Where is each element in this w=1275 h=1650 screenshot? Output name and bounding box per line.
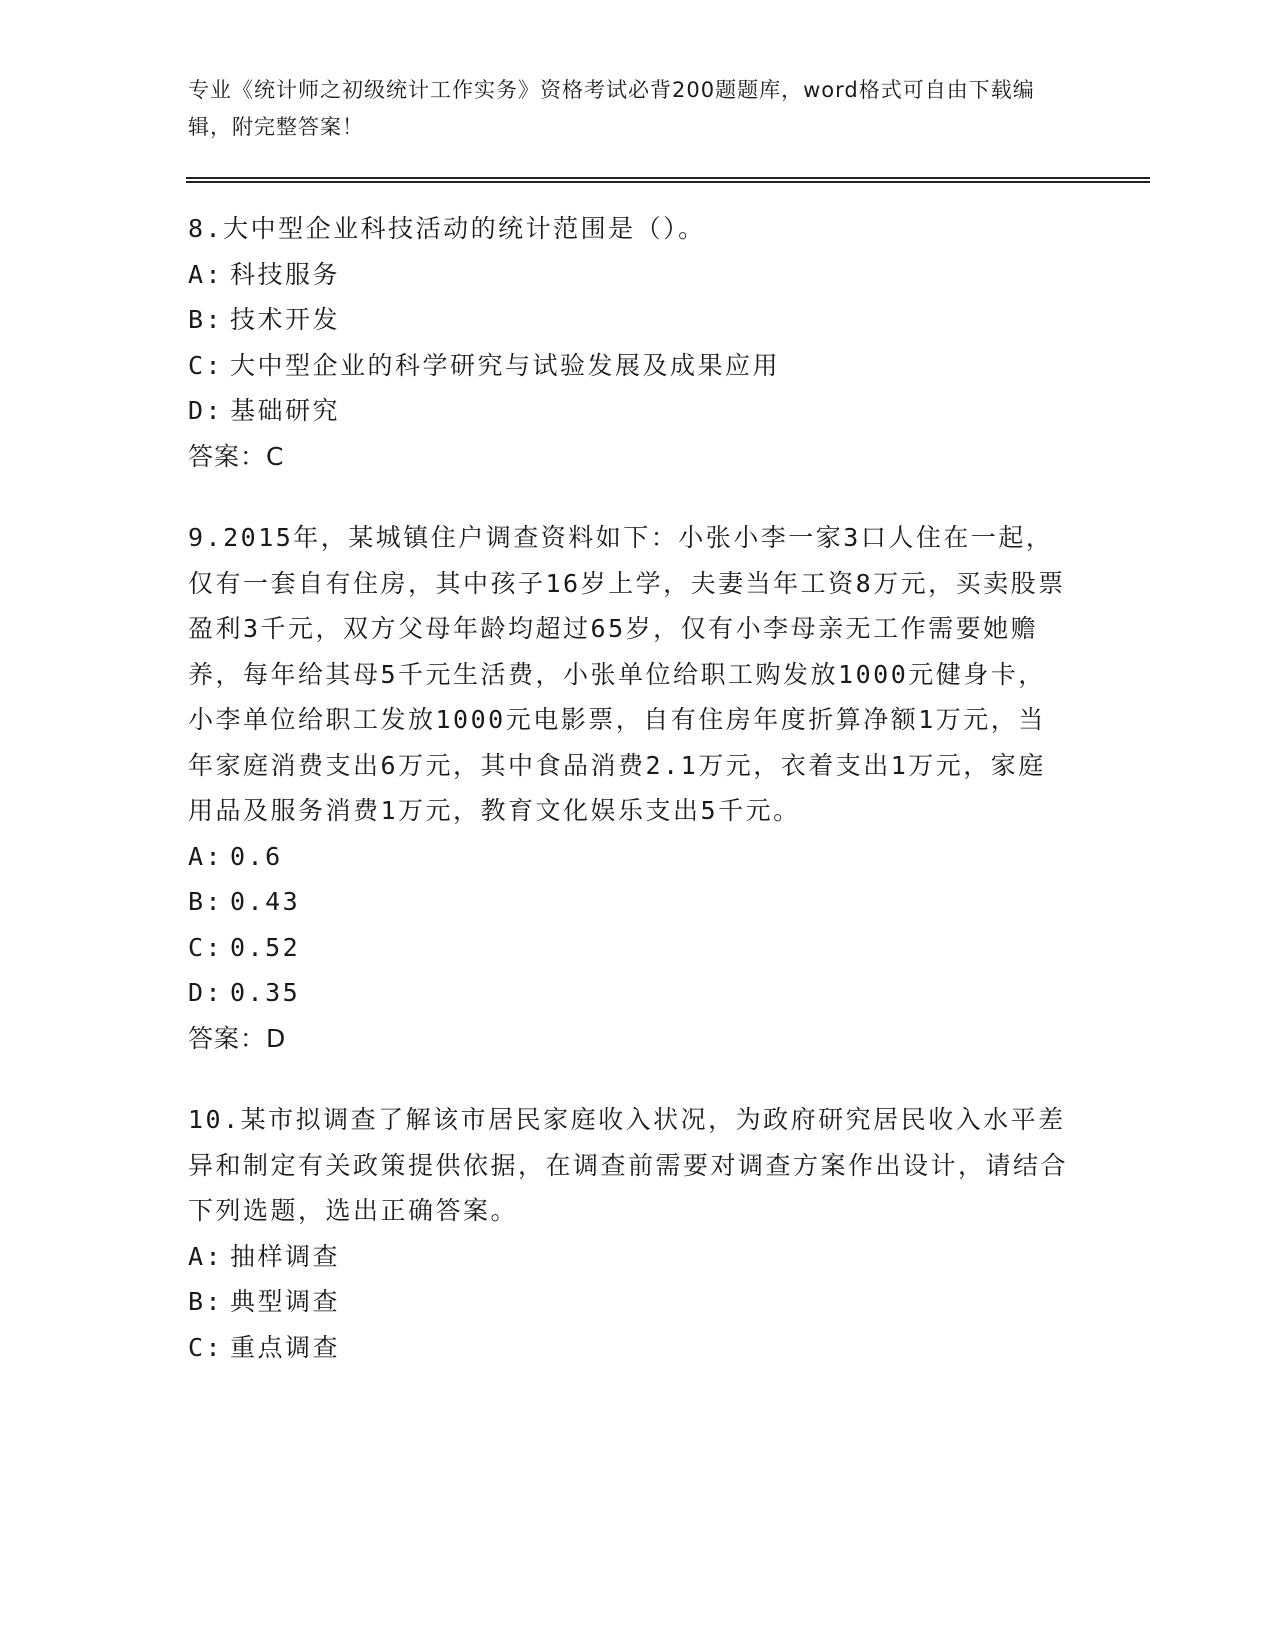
answer-line: 答案：C bbox=[188, 441, 285, 471]
question-item bbox=[188, 206, 1068, 479]
answer-line: 答案：D bbox=[188, 1023, 287, 1053]
option-text: 大中型企业的科学研究与试验发展及成果应用 bbox=[230, 350, 781, 380]
question-item bbox=[188, 1097, 1068, 1370]
option-label: C: bbox=[188, 932, 224, 962]
option-text: 抽样调查 bbox=[230, 1241, 341, 1271]
header-divider bbox=[186, 177, 1150, 183]
option-b bbox=[188, 879, 1068, 925]
question-list bbox=[188, 206, 1068, 1406]
question-text: 9.2015年，某城镇住户调查资料如下：小张小李一家3口人住在一起，仅有一套自有住房，其中孩子16岁上学，夫妻当年工资8万元，买卖股票盈利3千元，双方父母年龄均超过65岁，仅有小李母亲无工作需要她赡养，每年给其母5千元生活费，小张单位给职工购发放1000元健身卡，小李单位给职工发放1000元电影票，自有住房年度折算净额1万元，当年家庭消费支出6万元，其中食品消费2.1万元，衣着支出1万元，家庭用品及服务消费1万元，教育文化娱乐支出5千元。 bbox=[188, 523, 1066, 825]
option-label: B: bbox=[188, 1287, 224, 1316]
option-text: 重点调查 bbox=[230, 1332, 341, 1362]
option-d bbox=[188, 388, 1068, 434]
question-item bbox=[188, 515, 1068, 1061]
option-text: 0.43 bbox=[230, 887, 301, 916]
option-label: A: bbox=[188, 259, 224, 289]
option-d bbox=[188, 970, 1068, 1016]
question-text: 8.大中型企业科技活动的统计范围是（）。 bbox=[188, 214, 706, 243]
option-a bbox=[188, 834, 1068, 880]
option-text: 0.35 bbox=[230, 978, 301, 1007]
option-label: C: bbox=[188, 350, 224, 380]
option-text: 0.52 bbox=[230, 932, 301, 962]
option-text: 0.6 bbox=[230, 841, 283, 871]
option-a bbox=[188, 252, 1068, 298]
document-header: 专业《统计师之初级统计工作实务》资格考试必背200题题库，word格式可自由下载编辑，附完整答案！ bbox=[188, 78, 1035, 139]
option-label: A: bbox=[188, 841, 224, 871]
option-b bbox=[188, 297, 1068, 343]
option-label: D: bbox=[188, 978, 224, 1007]
option-b bbox=[188, 1279, 1068, 1325]
option-c bbox=[188, 925, 1068, 971]
option-label: C: bbox=[188, 1332, 224, 1362]
option-text: 基础研究 bbox=[230, 396, 341, 425]
option-c bbox=[188, 343, 1068, 389]
option-text: 科技服务 bbox=[230, 259, 341, 289]
option-c bbox=[188, 1325, 1068, 1371]
option-label: D: bbox=[188, 396, 224, 425]
option-a bbox=[188, 1234, 1068, 1280]
option-label: B: bbox=[188, 305, 224, 334]
option-text: 典型调查 bbox=[230, 1287, 341, 1316]
question-text: 10.某市拟调查了解该市居民家庭收入状况，为政府研究居民收入水平差异和制定有关政策提供依据，在调查前需要对调查方案作出设计，请结合下列选题，选出正确答案。 bbox=[188, 1105, 1069, 1225]
option-label: B: bbox=[188, 887, 224, 916]
option-label: A: bbox=[188, 1241, 224, 1271]
option-text: 技术开发 bbox=[230, 305, 341, 334]
